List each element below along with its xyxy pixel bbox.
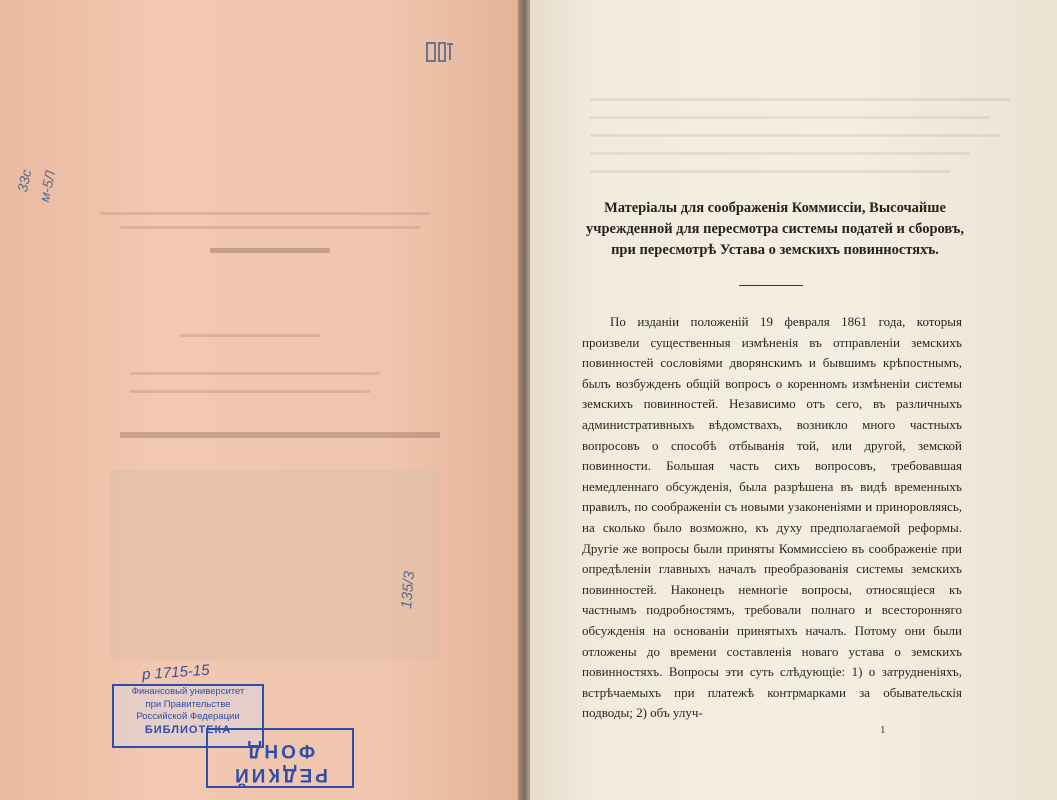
show-through-line bbox=[130, 372, 380, 375]
bleed-through-line bbox=[590, 98, 1010, 101]
bleed-through-line bbox=[590, 170, 950, 173]
show-through-line bbox=[210, 248, 330, 253]
title-divider bbox=[739, 285, 803, 286]
rare-fund-stamp-line: ФОНД bbox=[244, 740, 316, 761]
pencil-shelf-mark-2: м-5Л bbox=[36, 169, 59, 204]
left-page bbox=[0, 0, 522, 800]
bleed-through-line bbox=[590, 116, 990, 119]
show-through-line bbox=[120, 226, 420, 229]
pencil-shelf-mark: 33с bbox=[14, 167, 35, 194]
body-text bbox=[582, 312, 962, 724]
library-stamp-title: БИБЛИОТЕКА bbox=[144, 723, 232, 736]
show-through-line bbox=[130, 390, 370, 393]
show-through-line bbox=[120, 432, 440, 438]
rare-fund-stamp bbox=[206, 728, 354, 788]
bleed-through-line bbox=[590, 152, 970, 155]
show-through-line bbox=[100, 212, 430, 215]
document-title: Матеріалы для соображенія Коммиссіи, Высочайше учрежденной для пересмотра системы податей и сборовъ, при пересмотрѣ Устава о земскихъ повинностяхъ. bbox=[586, 200, 964, 258]
pencil-side-number: 135/3 bbox=[398, 570, 419, 610]
library-stamp-line: Российской Федерации bbox=[136, 711, 240, 722]
show-through-block bbox=[110, 470, 440, 660]
shelf-mark-icon bbox=[425, 40, 455, 64]
show-through-line bbox=[180, 334, 320, 337]
library-stamp-line: Финансовый университет bbox=[131, 686, 245, 697]
rare-fund-stamp-line: РЕДКИЙ bbox=[232, 764, 328, 785]
bleed-through-line bbox=[590, 134, 1000, 137]
page-number: 1 bbox=[880, 724, 886, 736]
library-stamp-line: при Правительстве bbox=[145, 698, 231, 710]
body-paragraph: По изданіи положеній 19 февраля 1861 года, которыя произвели существенныя измѣненія въ отправленіи земскихъ повинностей сословіями дворянскимъ и бывшимъ крѣпостнымъ, былъ возбужденъ общій вопросъ о коренномъ измѣненіи системы земскихъ повинностей. Независимо отъ сего, въ различныхъ административныхъ вѣдомствахъ, возникло много частныхъ вопросовъ о способѣ отбыванія той, или другой, земской повинности. Большая часть сихъ вопросовъ, требовавшая немедленнаго обсужденія, была разрѣшена въ видѣ временныхъ правилъ, по соображеніи съ новыми узаконеніями и приноровляясь, на сколько было возможно, къ духу предполагаемой реформы. Другіе же вопросы были приняты Коммиссіею въ соображеніе при опредѣленіи главныхъ началъ преобразованія системы земскихъ повинностей. Наконецъ немногіе вопросы, относящіеся къ частнымъ подробностямъ, требовали полнаго и всесторонняго обсужденія на основаніи принятыхъ началъ. Потому они были отложены до времени составленія новаго устава о земскихъ повинностяхъ. Вопросы эти суть слѣдующіе: 1) о затрудненіяхъ, встрѣчаемыхъ при платежѣ контрмарками за обывательскія подводы; 2) объ улуч- bbox=[582, 314, 962, 721]
pencil-inventory-number: р 1715-15 bbox=[141, 661, 211, 684]
